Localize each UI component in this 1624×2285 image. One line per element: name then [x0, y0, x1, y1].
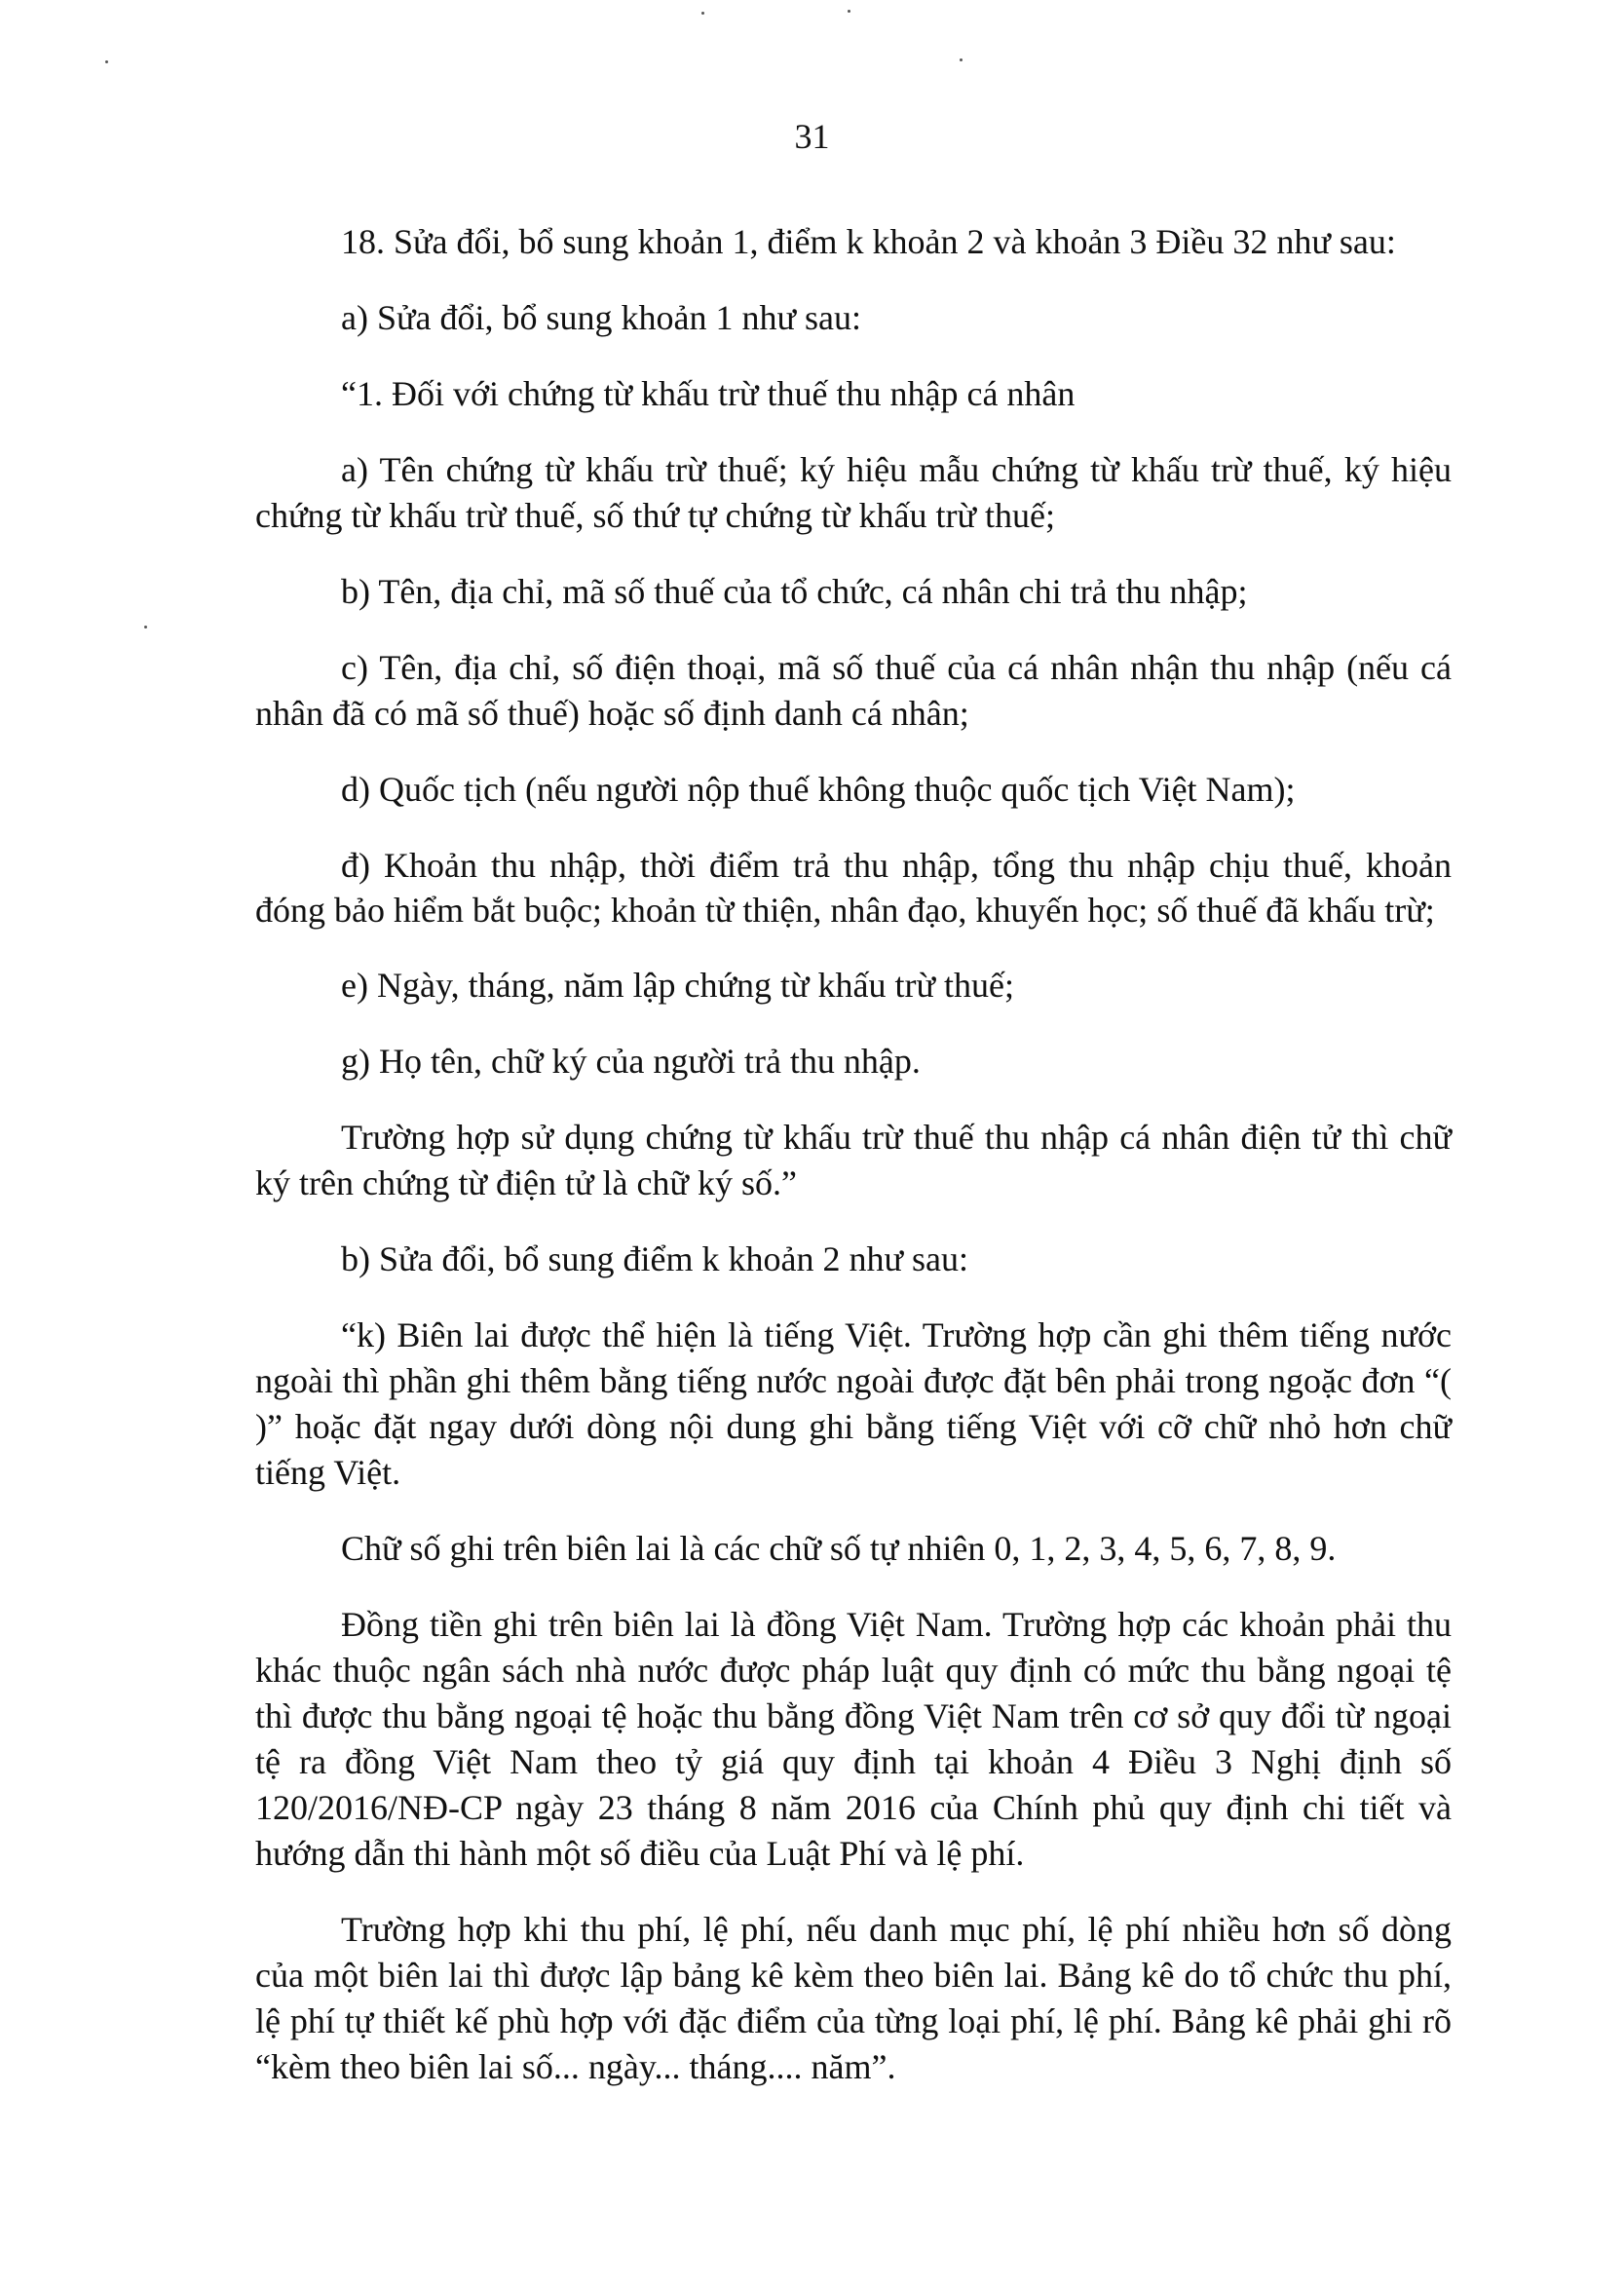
paragraph: Chữ số ghi trên biên lai là các chữ số tự nhiên 0, 1, 2, 3, 4, 5, 6, 7, 8, 9. [341, 1529, 1337, 1568]
page-number: 31 [794, 117, 830, 156]
paragraph: Đồng tiền ghi trên biên lai là đồng Việt Nam. Trường hợp các khoản phải thu khác thuộc ngân sách nhà nước được pháp luật quy định có mức thu bằng ngoại tệ thì được thu bằng ngoại tệ hoặc thu bằng đồng Việt Nam trên cơ sở quy đổi từ ngoại tệ ra đồng Việt Nam theo tỷ giá quy định tại khoản 4 Điều 3 Nghị định số 120/2016/NĐ-CP ngày 23 tháng 8 năm 2016 của Chính phủ quy định chi tiết và hướng dẫn thi hành một số điều của Luật Phí và lệ phí. [255, 1605, 1452, 1873]
paragraph: e) Ngày, tháng, năm lập chứng từ khấu trừ thuế; [341, 966, 1015, 1005]
paragraph: đ) Khoản thu nhập, thời điểm trả thu nhập, tổng thu nhập chịu thuế, khoản đóng bảo hiểm bắt buộc; khoản từ thiện, nhân đạo, khuyến học; số thuế đã khấu trừ; [255, 846, 1452, 930]
paragraph: Trường hợp khi thu phí, lệ phí, nếu danh mục phí, lệ phí nhiều hơn số dòng của một biên lai thì được lập bảng kê kèm theo biên lai. Bảng kê do tổ chức thu phí, lệ phí tự thiết kế phù hợp với đặc điểm của từng loại phí, lệ phí. Bảng kê phải ghi rõ “kèm theo biên lai số... ngày... tháng.... năm”. [255, 1910, 1452, 2086]
scan-speck [144, 626, 147, 628]
paragraph: “1. Đối với chứng từ khấu trừ thuế thu nhập cá nhân [341, 374, 1076, 413]
paragraph: 18. Sửa đổi, bổ sung khoản 1, điểm k khoản 2 và khoản 3 Điều 32 như sau: [341, 222, 1396, 261]
scan-speck [960, 58, 963, 61]
paragraph: b) Sửa đổi, bổ sung điểm k khoản 2 như sau: [341, 1239, 968, 1278]
document-body [255, 219, 1452, 2120]
paragraph: Trường hợp sử dụng chứng từ khấu trừ thuế thu nhập cá nhân điện tử thì chữ ký trên chứng từ điện tử là chữ ký số.” [255, 1118, 1452, 1202]
paragraph: c) Tên, địa chỉ, số điện thoại, mã số thuế của cá nhân nhận thu nhập (nếu cá nhân đã có mã số thuế) hoặc số định danh cá nhân; [255, 648, 1452, 733]
paragraph: a) Sửa đổi, bổ sung khoản 1 như sau: [341, 298, 861, 337]
paragraph: b) Tên, địa chỉ, mã số thuế của tổ chức, cá nhân chi trả thu nhập; [341, 572, 1248, 611]
paragraph: “k) Biên lai được thể hiện là tiếng Việt. Trường hợp cần ghi thêm tiếng nước ngoài thì phần ghi thêm bằng tiếng nước ngoài được đặt bên phải trong ngoặc đơn “( )” hoặc đặt ngay dưới dòng nội dung ghi bằng tiếng Việt với cỡ chữ nhỏ hơn chữ tiếng Việt. [255, 1315, 1452, 1492]
scan-speck [105, 60, 108, 63]
paragraph: a) Tên chứng từ khấu trừ thuế; ký hiệu mẫu chứng từ khấu trừ thuế, ký hiệu chứng từ khấu trừ thuế, số thứ tự chứng từ khấu trừ thuế; [255, 450, 1452, 535]
scan-speck [848, 10, 850, 13]
paragraph: g) Họ tên, chữ ký của người trả thu nhập. [341, 1042, 921, 1081]
scan-speck [701, 12, 704, 15]
paragraph: d) Quốc tịch (nếu người nộp thuế không thuộc quốc tịch Việt Nam); [341, 770, 1296, 809]
